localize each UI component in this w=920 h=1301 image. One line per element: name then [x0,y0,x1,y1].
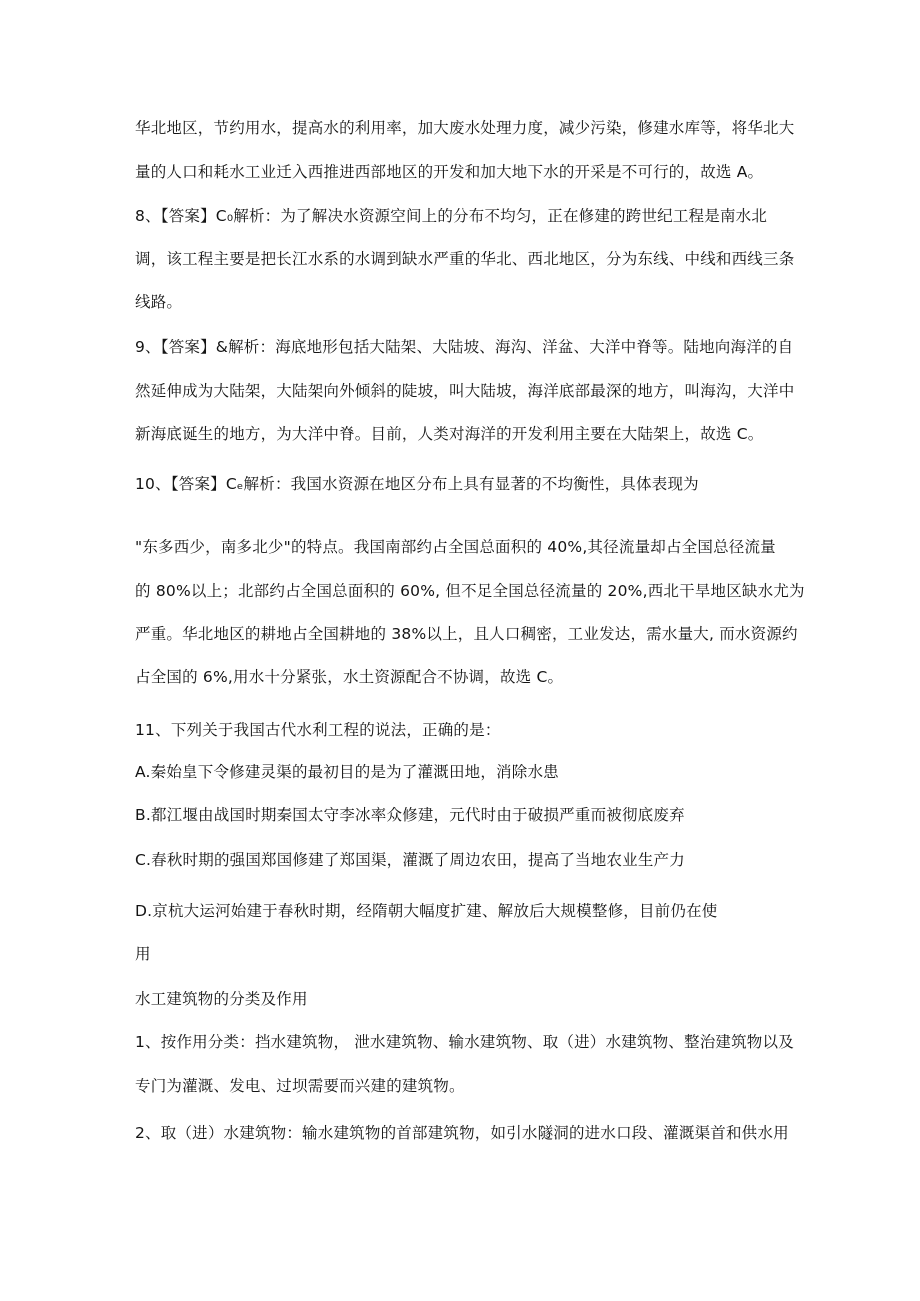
option-c: C.春秋时期的强国郑国修建了郑国渠，灌溉了周边农田，提高了当地农业生产力 [135,851,685,869]
text-line: 9、【答案】&解析：海底地形包括大陆架、大陆坡、海沟、洋盆、大洋中脊等。陆地向海洋的自 [135,338,794,356]
text-line: 华北地区，节约用水，提高水的利用率，加大废水处理力度，减少污染，修建水库等，将华北大 [135,119,795,137]
text-line: 专门为灌溉、发电、过坝需要而兴建的建筑物。 [135,1077,465,1095]
text-line: 1、按作用分类：挡水建筑物， 泄水建筑物、输水建筑物、取（进）水建筑物、整治建筑物以及 [135,1033,794,1051]
option-d-continued: 用 [135,945,151,963]
text-line: 10、【答案】Cₑ解析：我国水资源在地区分布上具有显著的不均衡性，具体表现为 [135,475,699,493]
text-line: 调，该工程主要是把长江水系的水调到缺水严重的华北、西北地区，分为东线、中线和西线三条 [135,250,795,268]
text-line: "东多西少，南多北少"的特点。我国南部约占全国总面积的 40%,其径流量却占全国总径流量 [135,538,776,556]
text-line: 2、取（进）水建筑物：输水建筑物的首部建筑物，如引水隧洞的进水口段、灌溉渠首和供水用 [135,1124,789,1142]
text-line: 严重。华北地区的耕地占全国耕地的 38%以上，且人口稠密，工业发达，需水量大, 而水资源约 [135,625,798,643]
text-line: 占全国的 6%,用水十分紧张，水土资源配合不协调，故选 C。 [135,668,564,686]
option-a: A.秦始皇下令修建灵渠的最初目的是为了灌溉田地，消除水患 [135,763,559,781]
text-line: 线路。 [135,293,183,311]
option-d: D.京杭大运河始建于春秋时期，经隋朝大幅度扩建、解放后大规模整修，目前仍在使 [135,902,718,920]
text-line: 的 80%以上；北部约占全国总面积的 60%, 但不足全国总径流量的 20%,西北干旱地区缺水尤为 [135,582,805,600]
section-heading: 水工建筑物的分类及作用 [135,990,308,1008]
question-title: 11、下列关于我国古代水利工程的说法，正确的是： [135,721,501,739]
text-line: 8、【答案】C₀解析：为了解决水资源空间上的分布不均匀，正在修建的跨世纪工程是南水北 [135,207,768,225]
text-line: 量的人口和耗水工业迁入西推进西部地区的开发和加大地下水的开采是不可行的，故选 A。 [135,163,764,181]
text-line: 新海底诞生的地方，为大洋中脊。目前，人类对海洋的开发利用主要在大陆架上，故选 C。 [135,425,764,443]
text-line: 然延伸成为大陆架，大陆架向外倾斜的陡坡，叫大陆坡，海洋底部最深的地方，叫海沟，大洋中 [135,382,795,400]
option-b: B.都江堰由战国时期秦国太守李冰率众修建，元代时由于破损严重而被彻底废弃 [135,806,685,824]
